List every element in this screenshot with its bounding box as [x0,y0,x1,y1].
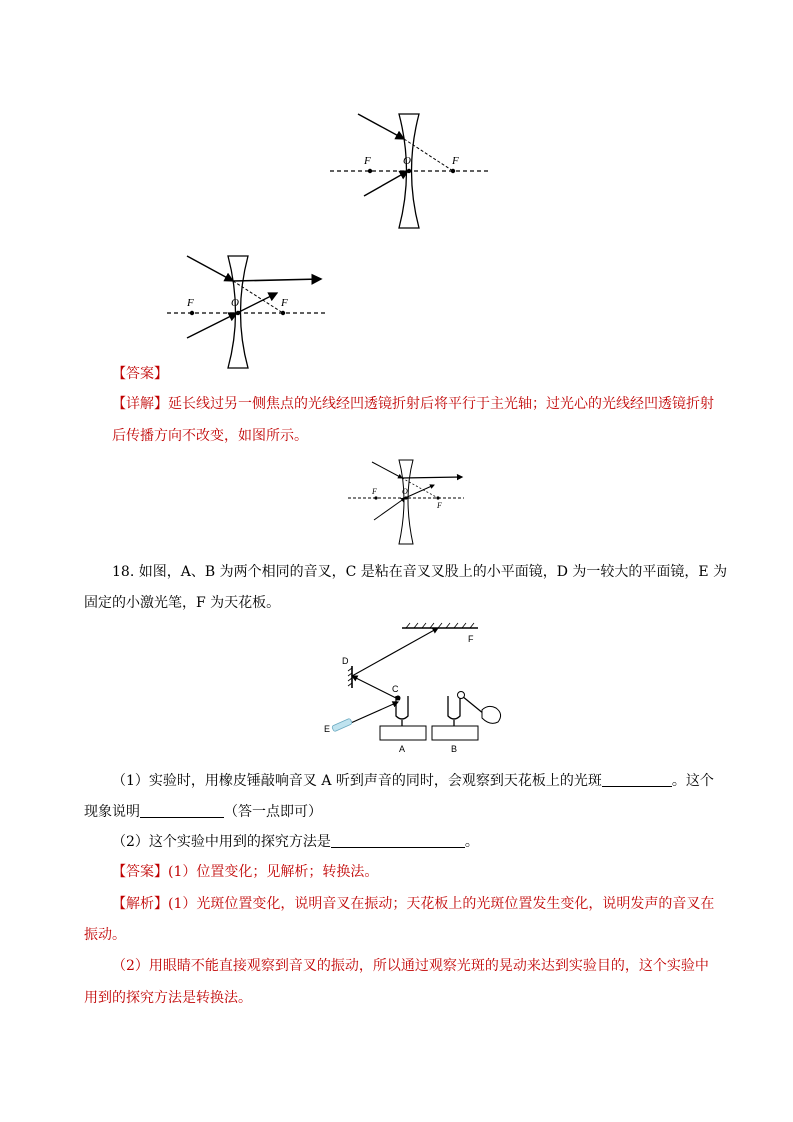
tuning-fork-a [396,696,408,726]
rubber-hammer-head [458,692,465,699]
analysis-line-2: 振动。 [84,927,126,943]
incident-ray-top [358,114,404,139]
incident-ray-top [187,256,233,281]
label-e: E [324,724,331,734]
label-d: D [342,656,349,666]
optical-center-point [407,169,411,173]
analysis2-line-2: 用到的探究方法是转换法。 [84,990,252,1006]
refracted-ray-center [237,293,277,313]
label-a: A [399,744,406,754]
question-18-stem-2: 固定的小激光笔，F 为天花板。 [84,595,281,611]
focus-point-right [281,311,285,315]
detail-line-1 [112,394,714,414]
label-o: O [231,297,239,309]
q1-text-c: 现象说明 [84,804,140,820]
question-18-stem-1: 18. 如图，A、B 为两个相同的音叉，C 是粘在音叉叉股上的小平面镜，D 为一较大的平面镜，E 为 [112,564,728,580]
focus-point-right [436,496,439,499]
answer-text-18: (1）位置变化；见解析；转换法。 [168,864,379,880]
answer-tag-18: 【答案】 [112,864,168,880]
label-f-right: F [281,297,288,309]
incident-ray-bottom [374,498,405,520]
focus-point-left [374,496,377,499]
lens-diagram-small [346,458,466,546]
analysis-tag: 【解析】 [112,896,168,912]
tuning-fork-b [448,696,460,726]
small-mirror-c [396,696,401,701]
refracted-ray-parallel [402,477,462,478]
label-f: F [468,634,474,644]
rubber-hammer-handle [462,696,484,714]
detail-text-1: 延长线过另一侧焦点的光线经凹透镜折射后将平行于主光轴；过光心的光线经凹透镜折射 [168,396,714,412]
q1-text-d: （答一点即可） [224,804,322,820]
lens-diagram-question [328,104,492,230]
optical-center-point [236,311,240,315]
q1-blank-1 [602,772,672,787]
focus-point-left [368,169,372,173]
label-f-right: F [437,501,442,510]
q1-blank-2 [140,803,224,818]
q1-text-a: （1）实验时，用橡皮锤敲响音叉 A 听到声音的同时，会观察到天花板上的光斑 [112,773,602,789]
label-f-right: F [452,155,459,167]
base-a [380,726,426,740]
focus-point-left [190,311,194,315]
refracted-ray-center [405,485,434,498]
label-o: O [403,155,411,167]
q1-text-b: 。这个 [671,773,714,789]
focus-point-right [451,169,455,173]
incident-ray-bottom [187,313,237,338]
refracted-ray-parallel [233,279,321,281]
label-c: C [392,684,399,694]
q2-text-b: 。 [464,834,479,850]
q2-text-a: （2）这个实验中用到的探究方法是 [112,834,331,850]
answer-tag-17: 【答案】 [112,366,168,382]
hand-icon [482,706,501,723]
question-18-part-1-line-1 [112,771,714,791]
analysis-line-1 [112,894,714,914]
concave-lens [399,460,413,544]
detail-line-2: 后传播方向不改变，如图所示。 [112,428,308,444]
optical-center-point [404,496,407,499]
laser-pen-e [332,718,353,732]
incident-ray-bottom [364,171,408,196]
question-18-part-2 [112,832,479,852]
lens-diagram-answer [165,250,327,370]
label-o: O [402,487,408,496]
incident-ray-top [372,462,402,478]
base-b [432,726,478,740]
light-ray-to-ceiling [352,628,438,676]
label-f-left: F [364,155,371,167]
answer-18 [112,862,378,882]
analysis2-line-1: （2）用眼睛不能直接观察到音叉的振动，所以通过观察光斑的晃动来达到实验目的，这个实验中 [112,958,709,974]
label-f-left: F [372,487,377,496]
detail-tag: 【详解】 [112,396,168,412]
label-b: B [451,744,458,754]
question-18-part-1-line-2 [84,802,322,822]
q2-blank [331,833,465,848]
label-f-left: F [187,297,194,309]
analysis-text-1: (1）光斑位置变化，说明音叉在振动；天花板上的光斑位置发生变化，说明发声的音叉在 [168,896,715,912]
tuning-fork-experiment-diagram [318,618,508,756]
